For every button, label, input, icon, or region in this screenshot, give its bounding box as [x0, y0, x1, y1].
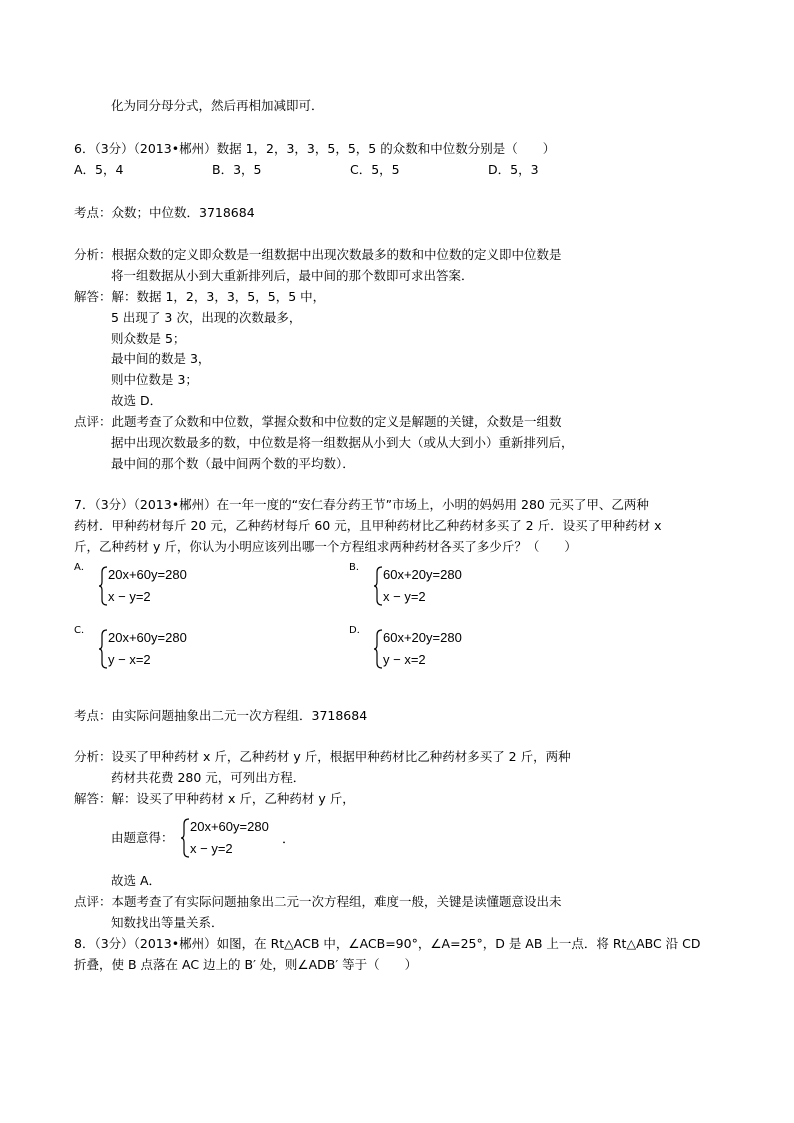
q7-option-a-label: A．	[74, 562, 91, 573]
q6-fenxi-line: 分析：根据众数的定义即众数是一组数据中出现次数最多的数和中位数的定义即中位数是	[74, 247, 562, 262]
equation: 20x+60y=280	[190, 819, 269, 834]
equation: x − y=2	[108, 589, 151, 604]
brace-icon	[98, 566, 108, 606]
q6-dianping-line: 最中间的那个数（最中间两个数的平均数）．	[111, 456, 355, 471]
q7-option-b-system	[373, 566, 513, 610]
q7-answer-system	[180, 818, 340, 862]
q7-dianping-line: 知数找出等量关系．	[111, 915, 224, 930]
q6-jieda-line: 故选 D．	[111, 393, 163, 408]
q8-stem-line: 8．（3分）（2013•郴州）如图，在 Rt△ACB 中，∠ACB=90°，∠A=25°，D 是 AB 上一点．将 Rt△ABC 沿 CD	[74, 936, 701, 951]
q7-kaodian: 考点：由实际问题抽象出二元一次方程组．3718684	[74, 708, 368, 723]
q7-option-c-system	[98, 629, 238, 673]
q7-stem-line: 药材．甲种药材每斤 20 元，乙种药材每斤 60 元，且甲种药材比乙种药材多买了 2 斤．设买了甲种药材 x	[74, 518, 662, 533]
equation: 60x+20y=280	[383, 630, 462, 645]
q6-fenxi-line: 将一组数据从小到大重新排列后，最中间的那个数即可求出答案．	[111, 268, 474, 283]
q7-dianping-line: 点评：本题考查了有实际问题抽象出二元一次方程组，难度一般，关键是读懂题意设出未	[74, 894, 562, 909]
q6-dianping-line: 据中出现次数最多的数，中位数是将一组数据从小到大（或从大到小）重新排列后，	[111, 435, 574, 450]
brace-icon	[98, 629, 108, 669]
q6-option-d: D．5，3	[488, 162, 539, 177]
q7-fenxi-line: 分析：设买了甲种药材 x 斤，乙种药材 y 斤，根据甲种药材比乙种药材多买了 2 斤，两种	[74, 749, 571, 764]
equation: y − x=2	[383, 652, 426, 667]
q7-option-c-label: C．	[74, 625, 91, 636]
equation: x − y=2	[383, 589, 426, 604]
q6-jieda-line: 5 出现了 3 次，出现的次数最多，	[111, 310, 302, 325]
equation: 60x+20y=280	[383, 567, 462, 582]
equation-end-mark: ．	[282, 831, 296, 846]
equation: y − x=2	[108, 652, 151, 667]
q7-by-meaning: 由题意得：	[111, 830, 174, 845]
q6-option-b: B．3，5	[212, 162, 262, 177]
intro-line: 化为同分母分式，然后再相加减即可．	[111, 98, 324, 113]
q7-jieda-line: 解答：解：设买了甲种药材 x 斤，乙种药材 y 斤，	[74, 791, 355, 806]
q6-kaodian: 考点：众数；中位数．3718684	[74, 205, 255, 220]
q7-stem-line: 斤，乙种药材 y 斤，你认为小明应该列出哪一个方程组求两种药材各买了多少斤？（ ）	[74, 539, 577, 554]
q6-jieda-line: 最中间的数是 3，	[111, 351, 211, 366]
q7-option-d-system	[373, 629, 513, 673]
q6-jieda-line: 解答：解：数据 1，2，3，3，5，5，5 中，	[74, 289, 326, 304]
q8-stem-line: 折叠，使 B 点落在 AC 边上的 B′ 处，则∠ADB′ 等于（ ）	[74, 957, 418, 972]
equation: 20x+60y=280	[108, 567, 187, 582]
equation: x − y=2	[190, 841, 233, 856]
q6-option-c: C．5，5	[350, 162, 400, 177]
q7-stem-line: 7．（3分）（2013•郴州）在一年一度的“安仁春分药王节”市场上，小明的妈妈用 280 元买了甲、乙两种	[74, 497, 649, 512]
q7-option-b-label: B．	[349, 562, 366, 573]
brace-icon	[373, 629, 383, 669]
brace-icon	[180, 818, 190, 858]
brace-icon	[373, 566, 383, 606]
q7-option-a-system	[98, 566, 238, 610]
q7-option-d-label: D．	[349, 625, 367, 636]
q7-fenxi-line: 药材共花费 280 元，可列出方程．	[111, 770, 306, 785]
q6-dianping-line: 点评：此题考查了众数和中位数，掌握众数和中位数的定义是解题的关键，众数是一组数	[74, 414, 562, 429]
q6-option-a: A．5，4	[74, 162, 124, 177]
q6-jieda-line: 则众数是 5；	[111, 331, 186, 346]
q7-choose: 故选 A．	[111, 873, 162, 888]
q6-stem: 6．（3分）（2013•郴州）数据 1，2，3，3，5，5，5 的众数和中位数分别是（ ）	[74, 141, 556, 156]
equation: 20x+60y=280	[108, 630, 187, 645]
q6-jieda-line: 则中位数是 3；	[111, 372, 198, 387]
